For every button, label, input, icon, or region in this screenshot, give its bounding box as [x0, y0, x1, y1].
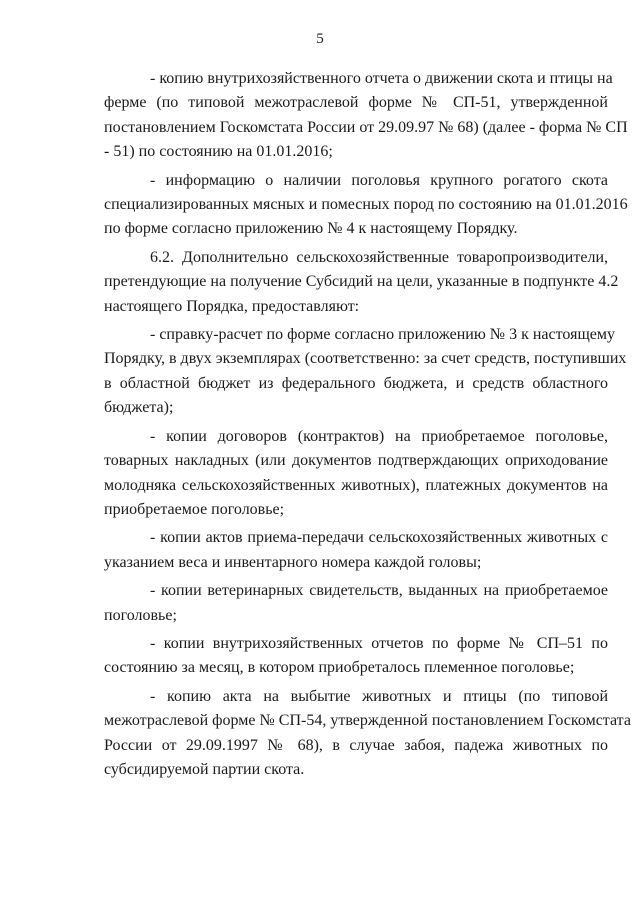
- text-line: настоящего Порядка, предоставляют:: [104, 297, 360, 315]
- page-number: 5: [316, 31, 324, 47]
- paragraph-5: [104, 425, 608, 523]
- text-line: Порядку, в двух экземплярах (соответственно: за счет средств, поступивших: [104, 350, 627, 368]
- text-line: претендующие на получение Субсидий на цели, указанные в подпункте 4.2: [104, 273, 619, 291]
- text-line: - копию акта на выбытие животных и птицы (по типовой: [150, 687, 608, 705]
- text-line: в областной бюджет из федерального бюджета, и средств областного: [104, 374, 608, 392]
- text-line: - копии ветеринарных свидетельств, выданных на приобретаемое: [150, 582, 608, 600]
- text-line: - информацию о наличии поголовья крупного рогатого скота: [150, 171, 608, 189]
- text-line: состоянию за месяц, в котором приобреталось племенное поголовье;: [104, 659, 575, 677]
- text-line: 6.2. Дополнительно сельскохозяйственные товаропроизводители,: [150, 248, 608, 266]
- text-line: специализированных мясных и помесных пород по состоянию на 01.01.2016: [104, 196, 628, 214]
- paragraph-1: [104, 67, 628, 165]
- text-line: по форме согласно приложению № 4 к настоящему Порядку.: [104, 220, 518, 238]
- text-line: ферме (по типовой межотраслевой форме № СП-51, утвержденной: [104, 94, 608, 112]
- text-line: поголовье;: [104, 606, 177, 624]
- text-line: - 51) по состоянию на 01.01.2016;: [104, 143, 333, 161]
- text-line: - копии договоров (контрактов) на приобретаемое поголовье,: [150, 427, 608, 445]
- text-line: приобретаемое поголовье;: [104, 500, 285, 518]
- text-line: бюджета);: [104, 399, 174, 417]
- text-line: указанием веса и инвентарного номера каждой головы;: [104, 553, 482, 571]
- text-line: - копии внутрихозяйственных отчетов по форме № СП–51 по: [150, 634, 608, 652]
- paragraph-7: [104, 579, 608, 628]
- text-line: товарных накладных (или документов подтверждающих оприходование: [104, 452, 608, 470]
- paragraph-2: [104, 169, 628, 242]
- text-line: субсидируемой партии скота.: [104, 760, 305, 778]
- text-line: России от 29.09.1997 № 68), в случае забоя, падежа животных по: [104, 736, 608, 754]
- text-line: молодняка сельскохозяйственных животных), платежных документов на: [104, 476, 608, 494]
- text-line: межотраслевой форме № СП-54, утвержденной постановлением Госкомстата: [104, 712, 631, 730]
- paragraph-8: [104, 632, 608, 681]
- paragraph-6: [104, 526, 608, 575]
- text-line: постановлением Госкомстата России от 29.09.97 № 68) (далее - форма № СП: [104, 118, 628, 136]
- paragraph-9: [104, 685, 631, 783]
- text-line: - копию внутрихозяйственного отчета о движении скота и птицы на: [150, 70, 613, 87]
- text-line: - справку-расчет по форме согласно приложению № 3 к настоящему: [150, 326, 615, 344]
- paragraph-3: [104, 246, 619, 319]
- paragraph-4: [104, 323, 627, 421]
- text-line: - копии актов приема-передачи сельскохозяйственных животных с: [150, 529, 608, 547]
- document-body: [104, 67, 631, 786]
